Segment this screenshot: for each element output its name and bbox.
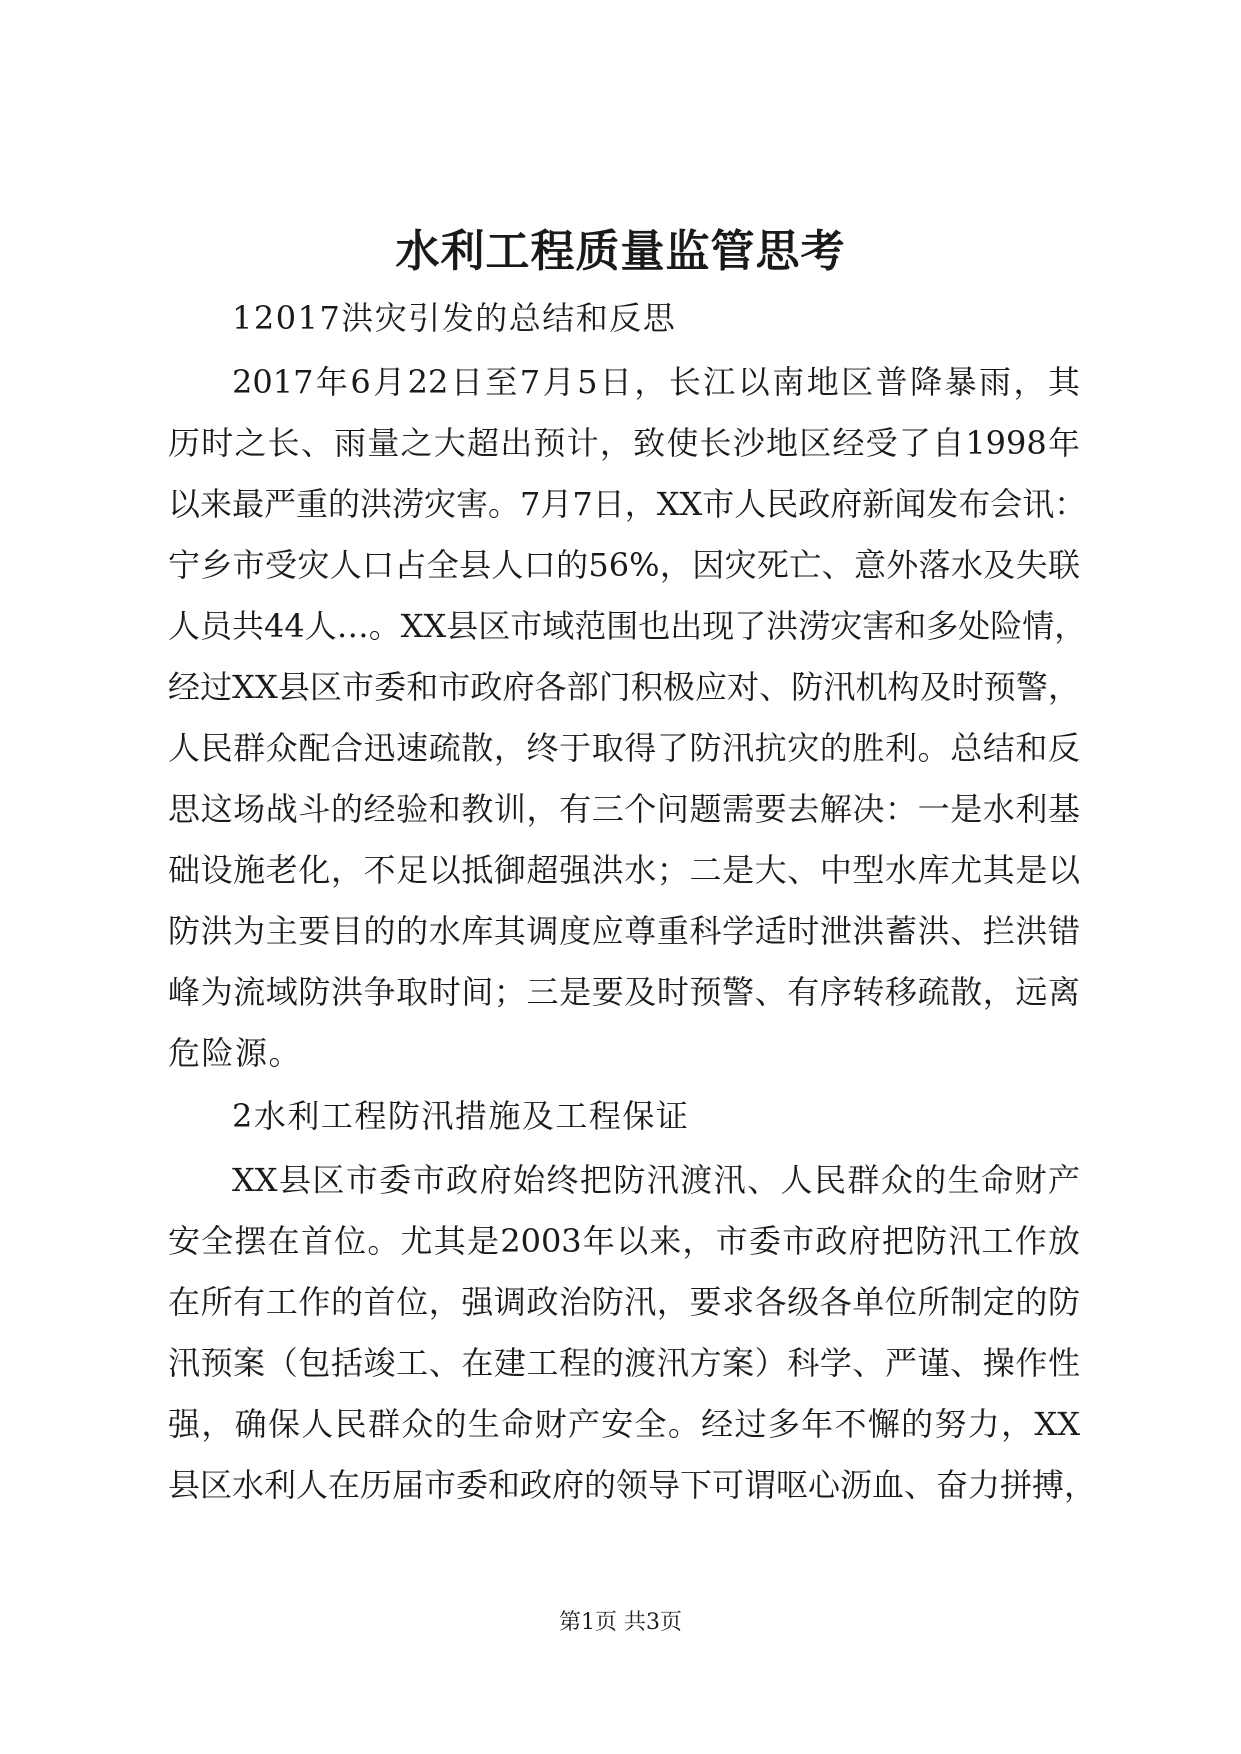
- section-heading-2: 2水利工程防汛措施及工程保证: [232, 1097, 690, 1135]
- paragraph-1-line: 础设施老化，不足以抵御超强洪水；二是大、中型水库尤其是以: [168, 851, 1080, 889]
- paragraph-1-line: 人员共44人…。XX县区市域范围也出现了洪涝灾害和多处险情，: [168, 607, 1087, 645]
- paragraph-2-line: 县区水利人在历届市委和政府的领导下可谓呕心沥血、奋力拼搏，: [168, 1466, 1097, 1504]
- paragraph-1-line: 宁乡市受灾人口占全县人口的56%，因灾死亡、意外落水及失联: [168, 546, 1080, 584]
- paragraph-2-line: 安全摆在首位。尤其是2003年以来，市委市政府把防汛工作放: [168, 1222, 1080, 1260]
- paragraph-2-line: 汛预案（包括竣工、在建工程的渡汛方案）科学、严谨、操作性: [168, 1344, 1080, 1382]
- paragraph-1-line: 防洪为主要目的的水库其调度应尊重科学适时泄洪蓄洪、拦洪错: [168, 912, 1080, 950]
- page-number-footer: 第1页 共3页: [559, 1610, 682, 1635]
- section-heading-1: 12017洪灾引发的总结和反思: [232, 299, 677, 337]
- paragraph-1-line: 经过XX县区市委和市政府各部门积极应对、防汛机构及时预警，: [168, 668, 1080, 706]
- paragraph-2-line: 在所有工作的首位，强调政治防汛，要求各级各单位所制定的防: [168, 1283, 1080, 1321]
- paragraph-1-line: 人民群众配合迅速疏散，终于取得了防汛抗灾的胜利。总结和反: [168, 729, 1080, 767]
- paragraph-1-line: 历时之长、雨量之大超出预计，致使长沙地区经受了自1998年: [168, 424, 1080, 462]
- paragraph-1-line: 危险源。: [168, 1034, 303, 1072]
- document-title: 水利工程质量监管思考: [395, 226, 846, 277]
- paragraph-1-line: 思这场战斗的经验和教训，有三个问题需要去解决：一是水利基: [168, 790, 1080, 828]
- paragraph-2-line: 强，确保人民群众的生命财产安全。经过多年不懈的努力，XX: [168, 1405, 1080, 1443]
- paragraph-2-line: XX县区市委市政府始终把防汛渡汛、人民群众的生命财产: [232, 1161, 1080, 1199]
- paragraph-1-line: 2017年6月22日至7月5日，长江以南地区普降暴雨，其: [232, 363, 1080, 401]
- paragraph-1-line: 峰为流域防洪争取时间；三是要及时预警、有序转移疏散，远离: [168, 973, 1080, 1011]
- paragraph-1-line: 以来最严重的洪涝灾害。7月7日，XX市人民政府新闻发布会讯：: [168, 485, 1087, 523]
